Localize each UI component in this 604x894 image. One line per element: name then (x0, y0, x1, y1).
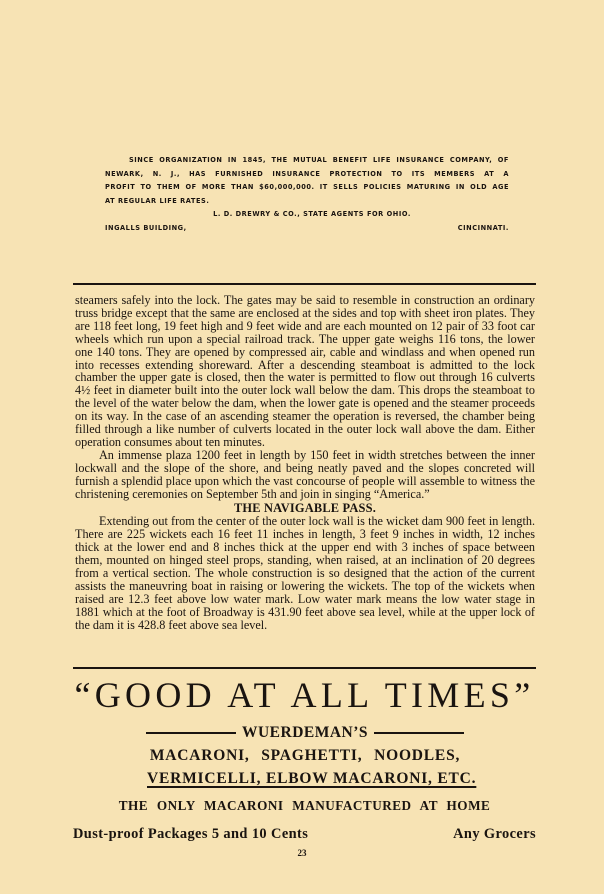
products-line-1: MACARONI, SPAGHETTI, NOODLES, (149, 747, 461, 764)
ad-tagline: THE ONLY MACARONI MANUFACTURED AT HOME (118, 798, 491, 813)
article-paragraph: steamers safely into the lock. The gates may be said to resemble in construction an ordinary truss bridge except that the same are enclosed at the sides and top with sheet iron plates. They are 118 feet long, 19 feet high and 9 feet wide and are each mounted on 12 pair of 33 foot car wheels which run upon a special railroad track. The upper gate weighs 116 tons, the lower one 140 tons. They are opened by compressed air, cable and windlass and when opened run into recesses extending shoreward. After a descending steamboat is admitted to the lock chamber the upper gate is closed, then the water is permitted to flow out through 16 culverts 4½ feet in diameter built into the outer lock wall below the dam. This drops the steamboat to the level of the water below the dam, when the lower gate is opened and the steamer proceeds on its way. In the case of an ascending steamer the operation is reversed, the chamber being filled through a like number of culverts located in the outer lock wall above the dam. Either operation consumes about ten minutes. (75, 293, 535, 449)
ad-line-3: PROFIT TO THEM OF MORE THAN $60,000,000. IT SELLS POLICIES MATURING IN OLD AGE (105, 183, 509, 192)
article-paragraph: An immense plaza 1200 feet in length by 150 feet in width stretches between the inner lockwall and the slope of the shore, and being neatly paved and the slopes concreted will furnish a splendid place upon which the vast concourse of people will assemble to witness the christening ceremonies on September 5th and join in singing “America.” (75, 447, 535, 501)
product-list (147, 744, 477, 790)
grocers-text: Any Grocers (453, 826, 536, 842)
top-divider (73, 283, 536, 285)
article-paragraph: Extending out from the center of the outer lock wall is the wicket dam 900 feet in length. There are 225 wickets each 16 feet 11 inches in length, 3 feet 9 inches in width, 12 inches thick at the lower end and 8 inches thick at the upper end with 3 inches of space between them, mounted on hinged steel props, standing, when raised, at an inclination of 20 degrees from a vertical section. The whole construction is so designed that the action of the current assists the maneuvring boat in raising or lowering the wickets. The top of the wickets when raised are 12.3 feet above low water mark. Low water mark means the low water stage in 1881 which at the foot of Broadway is 431.90 feet above sea level, while at the upper lock of the dam it is 428.8 feet above sea level. (75, 514, 535, 632)
ad-line-4: AT REGULAR LIFE RATES. (105, 196, 210, 205)
ad-line-1: SINCE ORGANIZATION IN 1845, THE MUTUAL BENEFIT LIFE INSURANCE COMPANY, OF (129, 156, 509, 164)
insurance-advertisement (105, 154, 509, 236)
brand-row (146, 724, 464, 742)
ad-slogan: “GOOD AT ALL TIMES” (74, 675, 535, 715)
ad-address-line (105, 222, 509, 236)
ad-line-2: NEWARK, N. J., HAS FURNISHED INSURANCE PROTECTION TO ITS MEMBERS AT A (105, 169, 509, 178)
brand-rule-right (374, 732, 464, 734)
page-number: 23 (297, 848, 307, 858)
article-body (75, 294, 535, 632)
ad-footer (73, 826, 536, 843)
bottom-divider (73, 667, 536, 669)
section-heading: THE NAVIGABLE PASS. (233, 500, 377, 515)
products-line-2: VERMICELLI, ELBOW MACARONI, ETC. (147, 770, 477, 787)
ad-agent-line: L. D. DREWRY & CO., STATE AGENTS FOR OHIO. (213, 210, 411, 219)
ad-city: CINCINNATI. (457, 223, 509, 232)
ad-building: INGALLS BUILDING, (105, 223, 187, 232)
packages-text: Dust-proof Packages 5 and 10 Cents (73, 826, 309, 842)
brand-name: WUERDEMAN’S (241, 724, 369, 741)
brand-rule-left (146, 732, 236, 734)
